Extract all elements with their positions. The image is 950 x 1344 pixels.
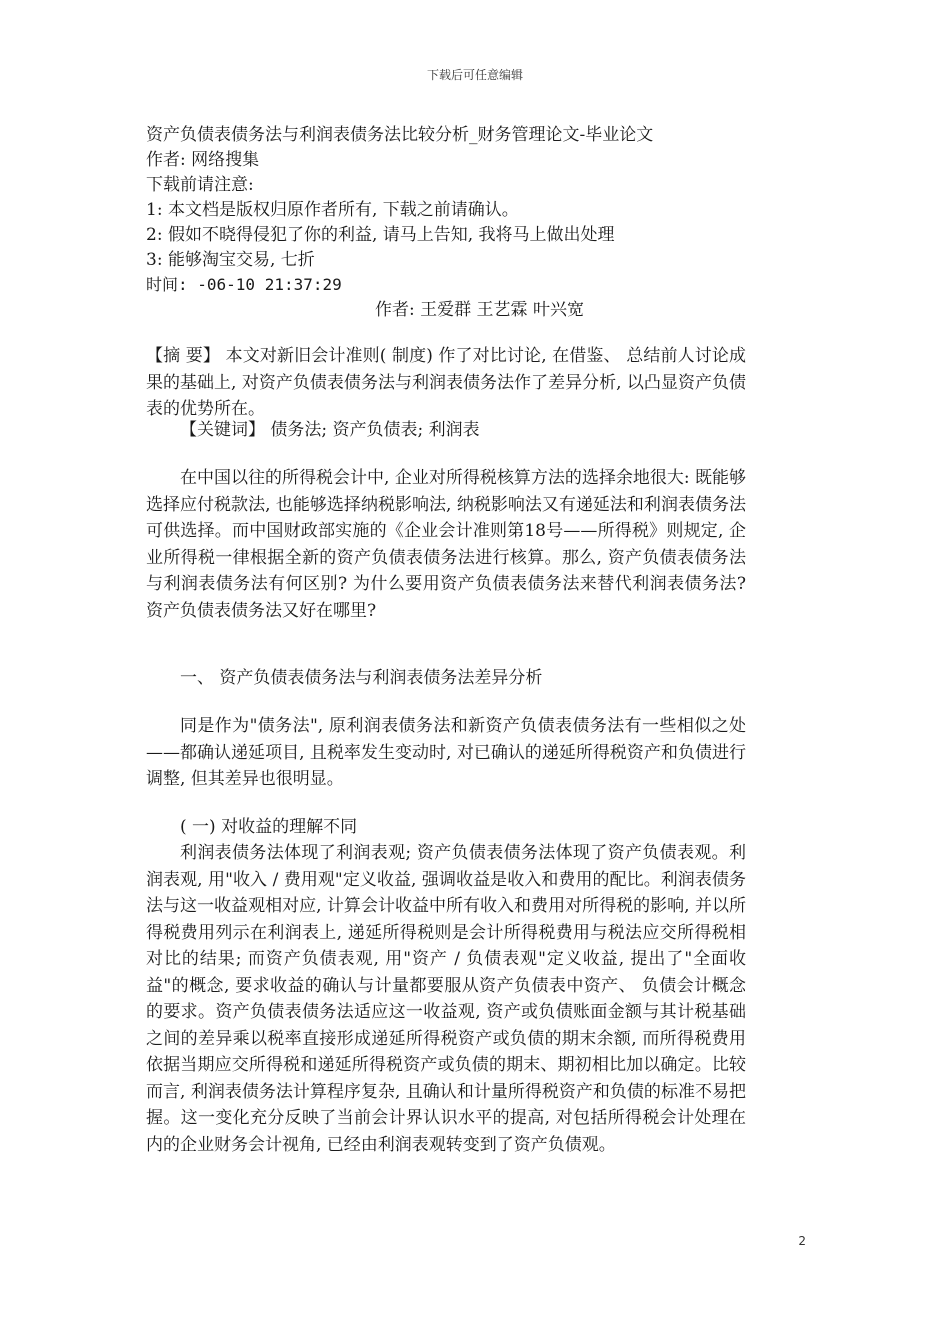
page-header-note: 下载后可任意编辑 — [426, 68, 523, 82]
notice-item: 1: 本文档是版权归原作者所有, 下载之前请确认。 — [146, 200, 519, 220]
notice-item: 3: 能够淘宝交易, 七折 — [146, 250, 315, 270]
source-author: 作者: 网络搜集 — [146, 150, 260, 170]
subsection-heading: ( 一) 对收益的理解不同 — [180, 817, 358, 837]
keywords: 【关键词】 债务法; 资产负债表; 利润表 — [180, 420, 480, 440]
body-paragraph: 利润表债务法体现了利润表观; 资产负债表债务法体现了资产负债表观。利润表观, 用"收入 / 费用观"定义收益, 强调收益是收入和费用的配比。利润表债务法与这一收益观相对应, 计算会计收益中所有收入和费用对所得税的影响, 并以所得税费用列示在利润表上, 递延所得税则是会计所得税费用与税法应交所得税相对比的结果; 而资产负债表观, 用"资产 / 负债表观"定义收益, 提出了"全面收益"的概念, 要求收益的确认与计量都要服从资产负债表中资产、 负债会计概念的要求。资产负债表债务法适应这一收益观, 资产或负债账面金额与其计税基础之间的差异乘以税率直接形成递延所得税资产或负债的期末余额, 而所得税费用依据当期应交所得税和递延所得税资产或负债的期末、期初相比加以确定。比较而言, 利润表债务法计算程序复杂, 且确认和计量所得税资产和负债的标准不易把握。这一变化充分反映了当前会计界认识水平的提高, 对包括所得税会计处理在内的企业财务会计视角, 已经由利润表观转变到了资产负债观。 — [146, 843, 746, 1155]
paper-authors: 作者: 王爱群 王艺霖 叶兴宽 — [375, 300, 584, 320]
abstract: 【摘 要】 本文对新旧会计准则( 制度) 作了对比讨论, 在借鉴、 总结前人讨论成果的基础上, 对资产负债表债务法与利润表债务法作了差异分析, 以凸显资产负债表的优势所在。 — [146, 346, 746, 419]
notice-time: 时间: -06-10 21:37:29 — [146, 275, 342, 294]
intro-paragraph: 在中国以往的所得税会计中, 企业对所得税核算方法的选择余地很大: 既能够选择应付税款法, 也能够选择纳税影响法, 纳税影响法又有递延法和利润表债务法可供选择。而中国财政部实施的《企业会计准则第18号——所得税》则规定, 企业所得税一律根据全新的资产负债表债务法进行核算。那么, 资产负债表债务法与利润表债务法有何区别? 为什么要用资产负债表债务法来替代利润表债务法? 资产负债表债务法又好在哪里? — [146, 468, 746, 621]
body-paragraph: 同是作为"债务法", 原利润表债务法和新资产负债表债务法有一些相似之处——都确认递延项目, 且税率发生变动时, 对已确认的递延所得税资产和负债进行调整, 但其差异也很明显。 — [146, 716, 746, 789]
notice-item: 2: 假如不晓得侵犯了你的利益, 请马上告知, 我将马上做出处理 — [146, 225, 615, 245]
page-number: 2 — [798, 1234, 806, 1248]
notice-heading: 下载前请注意: — [146, 175, 254, 195]
section-heading: 一、 资产负债表债务法与利润表债务法差异分析 — [180, 668, 543, 688]
document-title: 资产负债表债务法与利润表债务法比较分析_财务管理论文-毕业论文 — [146, 125, 654, 145]
